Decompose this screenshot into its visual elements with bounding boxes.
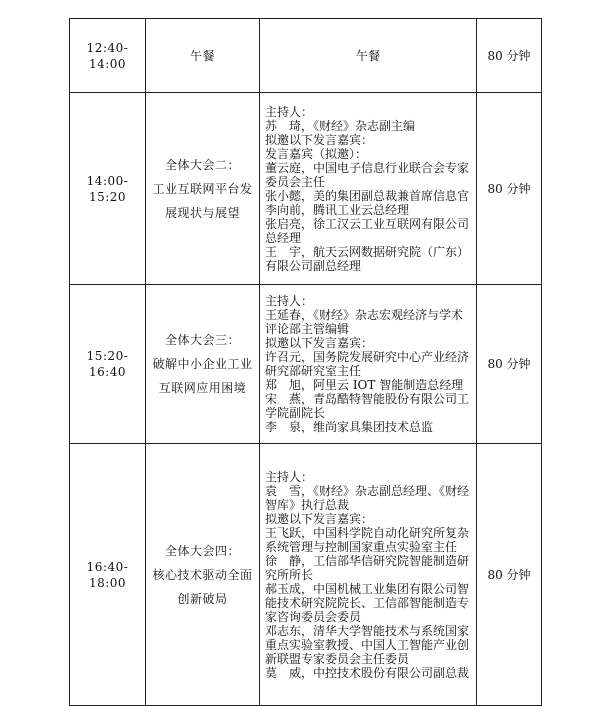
content-line: 研究部研究室主任 [265, 364, 362, 378]
speaker-list [260, 468, 476, 682]
session-cell [146, 19, 260, 93]
content-cell [260, 444, 477, 706]
content-line: 邓志东，清华大学智能技术与系统国家 [265, 623, 470, 638]
content-line: 系统管理与控制国家重点实验室主任 [265, 539, 458, 554]
session-title: 核心技术驱动全面 [152, 567, 253, 582]
content-line: 智库》执行总裁 [265, 497, 350, 512]
time-cell: 14:00-15:20 [70, 93, 146, 285]
time-cell: 12:40-14:00 [70, 19, 146, 93]
speaker-list [260, 292, 476, 436]
session-title: 破解中小企业工业 [152, 357, 253, 371]
content-line: 李向前，腾讯工业云总经理 [265, 202, 410, 217]
content-line: 张启亮，徐工汉云工业互联网有限公司 [265, 216, 470, 231]
content-line: 苏 琦，《财经》杂志副主编 [265, 118, 416, 133]
content-line: 学院副院长 [265, 406, 326, 420]
content-line: 究所所长 [265, 567, 314, 582]
content-line: 能技术研究院院长、工信部智能制造专 [265, 595, 470, 610]
time-cell: 16:40-18:00 [70, 444, 146, 706]
content-line: 董云庭，中国电子信息行业联合会专家 [265, 160, 470, 175]
session-title: 全体大会四： [164, 543, 240, 558]
content-line: 许召元，国务院发展研究中心产业经济 [265, 350, 470, 364]
content-line: 有限公司副总经理 [265, 258, 362, 273]
speaker-list [260, 103, 476, 275]
content-cell [260, 93, 477, 285]
content-line: 王飞跃，中国科学院自动化研究所复杂 [265, 525, 470, 540]
session-title: 午餐 [189, 48, 215, 63]
content-line: 郝玉成，中国机械工业集团有限公司智 [265, 581, 470, 596]
content-line: 莫 威，中控技术股份有限公司副总裁 [265, 665, 470, 680]
session-title: 工业互联网平台发 [152, 181, 253, 196]
table-row [70, 93, 542, 285]
content-line: 主持人： [265, 469, 314, 484]
content-line: 徐 静，工信部华信研究院智能制造研 [265, 553, 470, 568]
duration-cell: 80 分钟 [477, 19, 542, 93]
session-title: 创新破局 [177, 591, 228, 606]
table-row [70, 444, 542, 706]
content-line: 新联盟专家委员会主任委员 [265, 651, 410, 666]
session-title: 全体大会二： [164, 157, 240, 172]
content-line: 主持人： [265, 104, 314, 119]
session-title: 互联网应用困境 [158, 381, 247, 395]
session-cell [146, 444, 260, 706]
content-line: 评论部主管编辑 [265, 322, 350, 336]
content-line: 主持人： [265, 294, 314, 308]
content-line: 发言嘉宾（拟邀）： [265, 146, 368, 161]
content-line: 张小懿，美的集团副总裁兼首席信息官 [265, 188, 470, 203]
session-cell [146, 285, 260, 444]
content-cell: 午餐 [260, 19, 477, 93]
content-line: 王延春，《财经》杂志宏观经济与学术 [265, 308, 464, 322]
session-title: 全体大会三： [164, 333, 240, 347]
duration-cell: 80 分钟 [477, 444, 542, 706]
content-line: 李 泉，维尚家具集团技术总监 [265, 420, 434, 434]
table-row [70, 285, 542, 444]
time-cell: 15:20-16:40 [70, 285, 146, 444]
content-line: 重点实验室教授、中国人工智能产业创 [265, 637, 470, 652]
content-line: 郑 旭，阿里云 IOT 智能制造总经理 [265, 378, 464, 392]
session-title: 展现状与展望 [164, 205, 240, 220]
agenda-table [69, 18, 542, 706]
content-line: 拟邀以下发言嘉宾： [265, 132, 374, 147]
duration-cell: 80 分钟 [477, 93, 542, 285]
content-line: 宋 燕，青岛酷特智能股份有限公司工 [265, 392, 470, 406]
session-cell [146, 93, 260, 285]
table-row [70, 19, 542, 93]
content-cell [260, 285, 477, 444]
content-line: 委员会主任 [265, 174, 326, 189]
content-line: 总经理 [265, 230, 302, 245]
content-line: 家咨询委员会委员 [265, 609, 362, 624]
content-line: 拟邀以下发言嘉宾： [265, 336, 374, 350]
content-line: 王 宇，航天云网数据研究院（广东） [265, 244, 470, 259]
content-line: 拟邀以下发言嘉宾： [265, 511, 374, 526]
duration-cell: 80 分钟 [477, 285, 542, 444]
content-line: 袁 雪，《财经》杂志副总经理、《财经 [265, 483, 470, 498]
